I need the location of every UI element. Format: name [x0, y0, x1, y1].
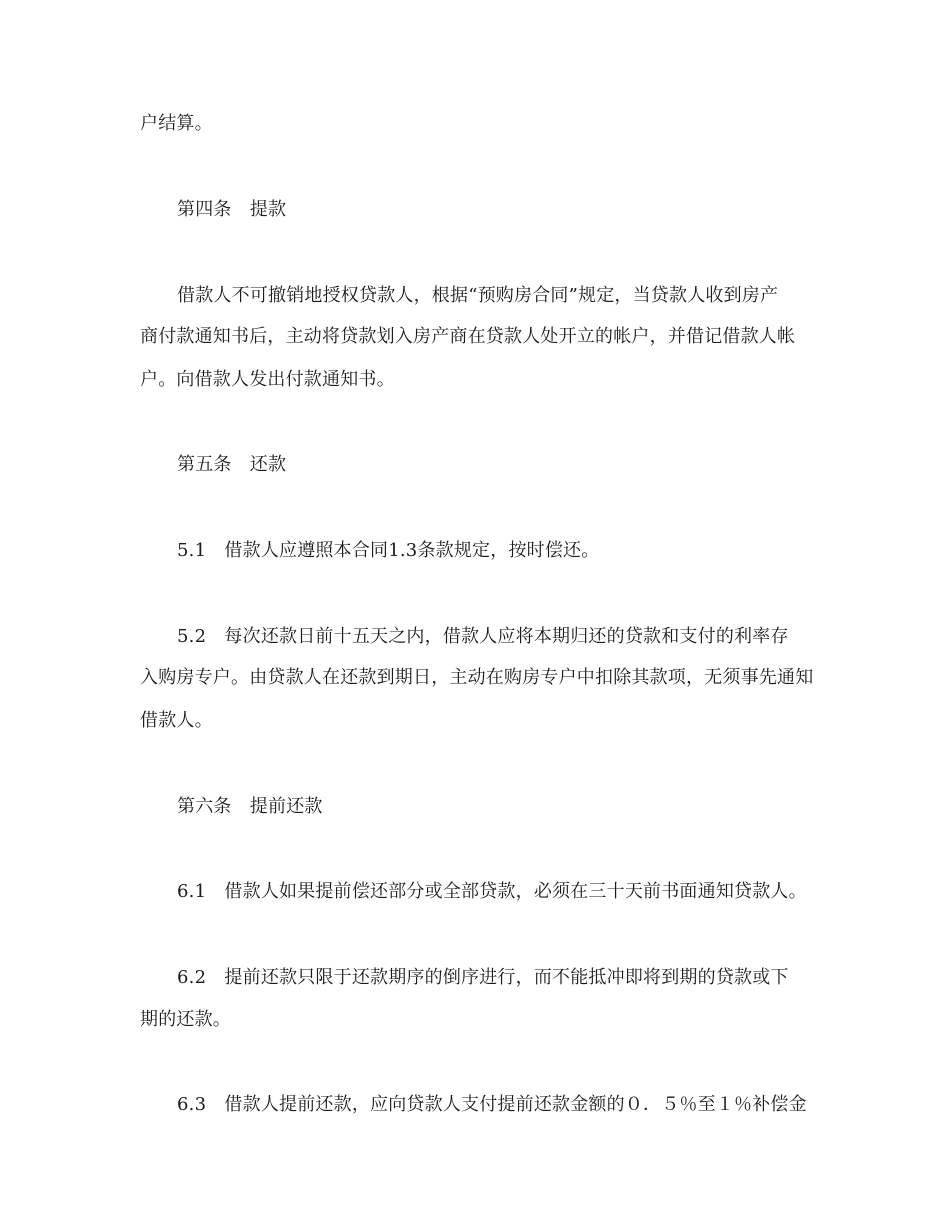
- paragraph-line: 商付款通知书后，主动将贷款划入房产商在贷款人处开立的帐户，并借记借款人帐: [140, 326, 796, 347]
- clause-6-3: 6.3 借款人提前还款，应向贷款人支付提前还款金额的０．５％至１％补偿金: [177, 1094, 807, 1115]
- paragraph-line: 户结算。: [140, 113, 213, 134]
- clause-5-1: 5.1 借款人应遵照本合同1.3条款规定，按时偿还。: [177, 540, 600, 561]
- paragraph-line: 户。向借款人发出付款通知书。: [140, 369, 395, 390]
- clause-6-1: 6.1 借款人如果提前偿还部分或全部贷款，必须在三十天前书面通知贷款人。: [177, 881, 807, 902]
- article-heading-5: 第五条 还款: [177, 454, 287, 475]
- clause-5-2: 5.2 每次还款日前十五天之内，借款人应将本期归还的贷款和支付的利率存: [177, 626, 789, 647]
- paragraph-line: 入购房专户。由贷款人在还款到期日，主动在购房专户中扣除其款项，无须事先通知: [140, 667, 814, 688]
- clause-6-2: 6.2 提前还款只限于还款期序的倒序进行，而不能抵冲即将到期的贷款或下: [177, 967, 789, 988]
- paragraph-line: 期的还款。: [140, 1009, 231, 1030]
- paragraph-line: 借款人。: [140, 710, 213, 731]
- paragraph-line: 借款人不可撤销地授权贷款人，根据“预购房合同”规定，当贷款人收到房产: [177, 285, 779, 306]
- article-heading-6: 第六条 提前还款: [177, 796, 323, 817]
- article-heading-4: 第四条 提款: [177, 199, 287, 220]
